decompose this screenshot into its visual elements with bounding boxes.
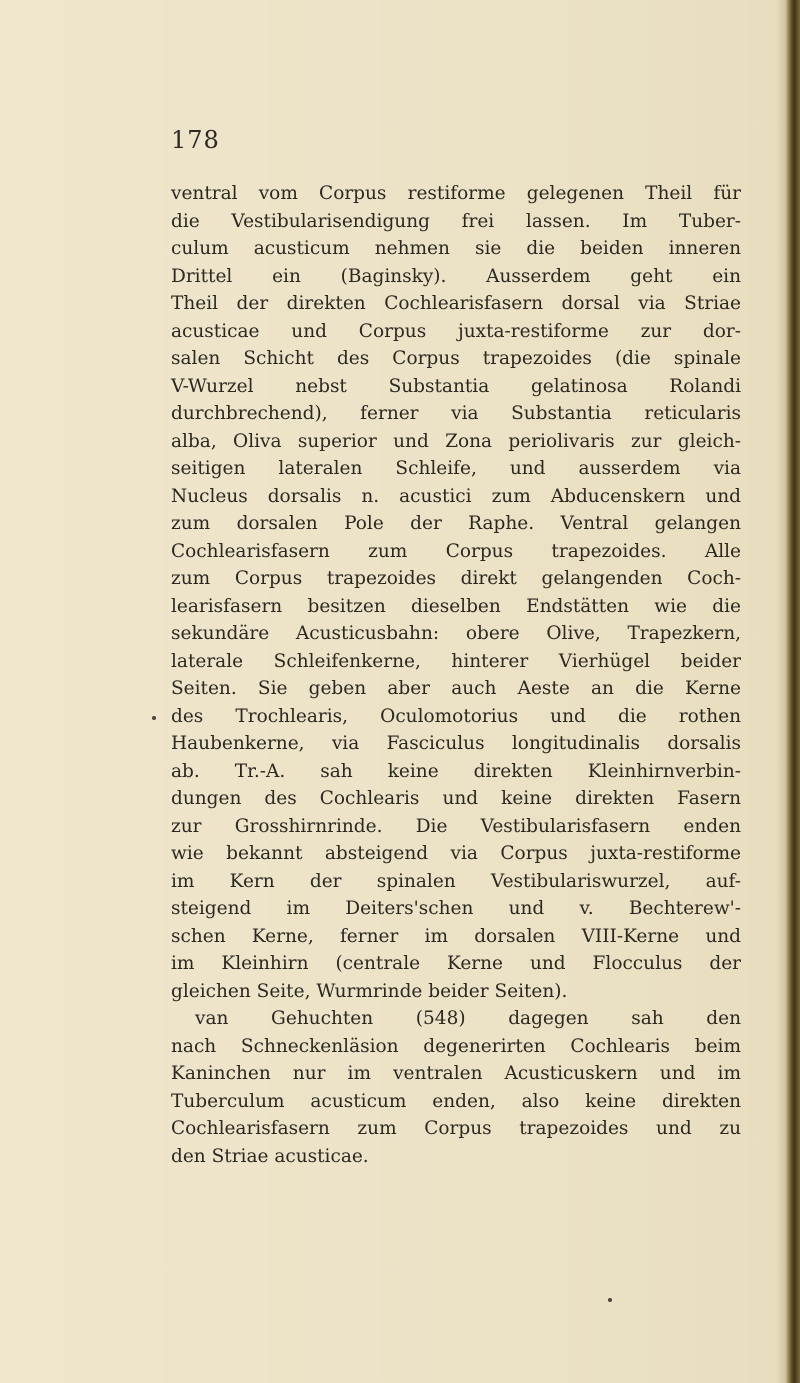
text-line: Cochlearisfasern zum Corpus trapezoides. Alle: [171, 540, 741, 562]
text-line: ab. Tr.-A. sah keine direkten Kleinhirnverbin-: [171, 760, 741, 782]
text-line: culum acusticum nehmen sie die beiden inneren: [171, 238, 741, 259]
text-line: im Kern der spinalen Vestibulariswurzel, auf-: [171, 870, 741, 892]
text-line: gleichen Seite, Wurmrinde beider Seiten).: [171, 980, 568, 1002]
margin-mark-bottom: [608, 1298, 612, 1302]
text-line: seitigen lateralen Schleife, und ausserdem via: [171, 458, 741, 479]
text-line: dungen des Cochlearis und keine direkten Fasern: [171, 788, 741, 809]
text-line: zur Grosshirnrinde. Die Vestibularisfasern enden: [171, 815, 741, 837]
text-line: Seiten. Sie geben aber auch Aeste an die Kerne: [171, 678, 741, 699]
text-line: Cochlearisfasern zum Corpus trapezoides und zu: [171, 1118, 741, 1139]
text-line: Drittel ein (Baginsky). Ausserdem geht ein: [171, 265, 741, 287]
text-line: sekundäre Acusticusbahn: obere Olive, Trapezkern,: [171, 623, 741, 644]
page-edge-shadow: [776, 0, 786, 1383]
text-line: salen Schicht des Corpus trapezoides (die spinale: [171, 348, 741, 369]
text-line: alba, Oliva superior und Zona periolivaris zur gleich-: [171, 430, 741, 452]
text-line: V-Wurzel nebst Substantia gelatinosa Rolandi: [171, 375, 741, 397]
text-line: acusticae und Corpus juxta-restiforme zur dor-: [171, 320, 741, 342]
text-line: des Trochlearis, Oculomotorius und die rothen: [171, 705, 741, 727]
text-line: im Kleinhirn (centrale Kerne und Flocculus der: [171, 953, 741, 974]
text-line: ventral vom Corpus restiforme gelegenen Theil für: [171, 183, 741, 204]
text-line: schen Kerne, ferner im dorsalen VIII-Kerne und: [171, 925, 741, 947]
text-line: steigend im Deiters'schen und v. Bechterew'-: [171, 898, 741, 919]
margin-mark: [152, 716, 156, 720]
page-number: 178: [171, 126, 220, 154]
text-line: van Gehuchten (548) dagegen sah den: [195, 1008, 741, 1029]
body-text: [171, 180, 741, 1170]
text-line: Kaninchen nur im ventralen Acusticuskern und im: [171, 1063, 741, 1084]
text-line: durchbrechend), ferner via Substantia reticularis: [171, 403, 741, 424]
page-edge: [786, 0, 800, 1383]
text-line: laterale Schleifenkerne, hinterer Vierhügel beider: [171, 650, 741, 672]
text-line: wie bekannt absteigend via Corpus juxta-restiforme: [171, 843, 741, 864]
text-line: Theil der direkten Cochlearisfasern dorsal via Striae: [171, 293, 741, 314]
text-line: den Striae acusticae.: [171, 1145, 369, 1167]
text-line: Tuberculum acusticum enden, also keine direkten: [171, 1090, 741, 1112]
text-line: Nucleus dorsalis n. acustici zum Abducenskern und: [171, 485, 741, 507]
text-line: nach Schneckenläsion degenerirten Cochlearis beim: [171, 1035, 741, 1057]
text-line: learisfasern besitzen dieselben Endstätten wie die: [171, 595, 741, 617]
text-line: Haubenkerne, via Fasciculus longitudinalis dorsalis: [171, 733, 741, 754]
text-line: die Vestibularisendigung frei lassen. Im Tuber-: [171, 210, 741, 232]
text-line: zum dorsalen Pole der Raphe. Ventral gelangen: [171, 513, 741, 534]
text-line: zum Corpus trapezoides direkt gelangenden Coch-: [171, 568, 741, 589]
